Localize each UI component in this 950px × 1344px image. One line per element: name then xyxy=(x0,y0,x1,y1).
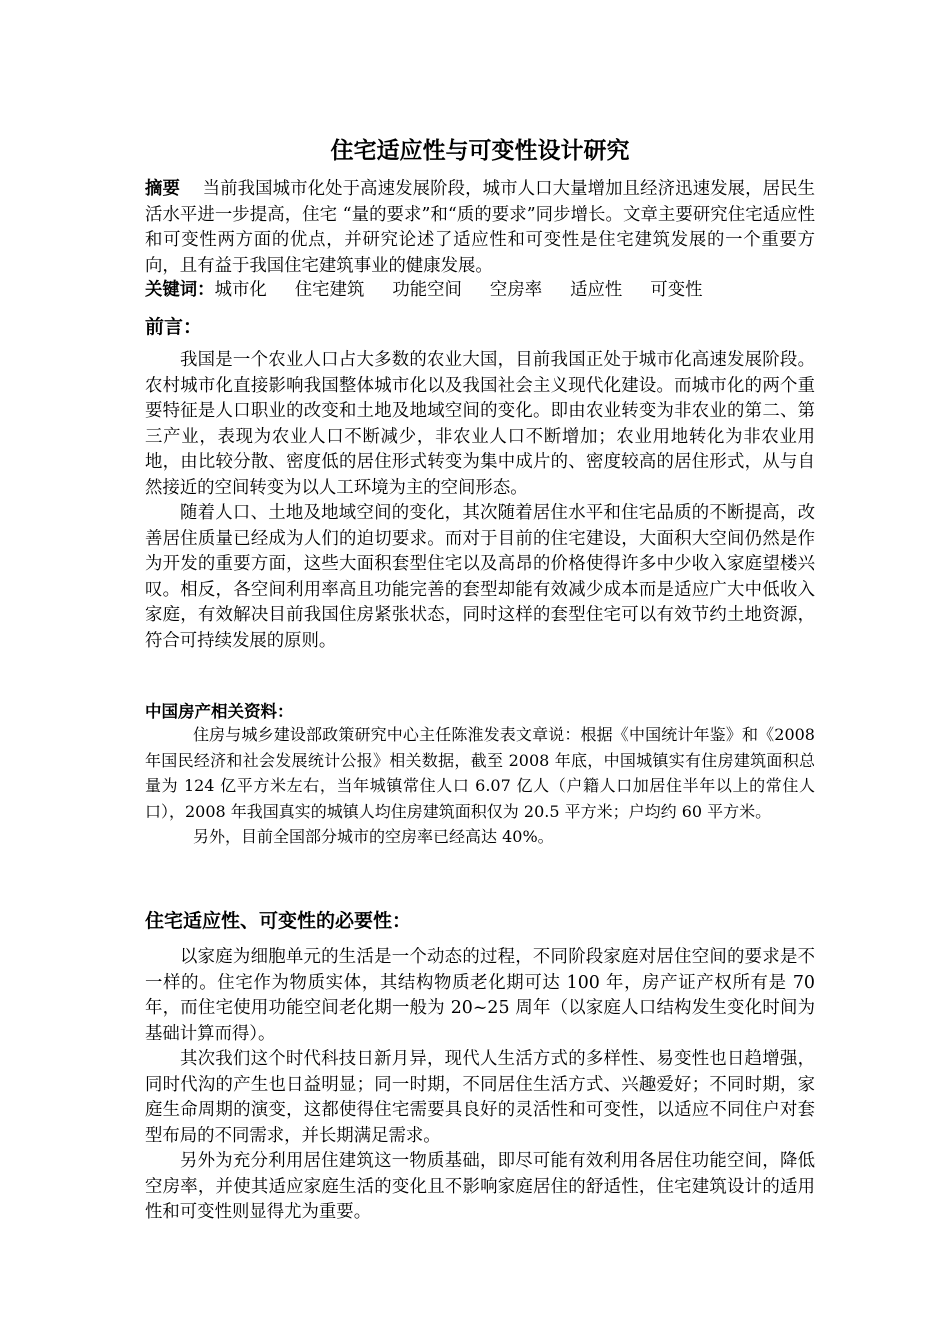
keyword: 适应性 xyxy=(570,280,623,300)
keyword: 可变性 xyxy=(650,280,703,300)
keyword: 空房率 xyxy=(489,280,543,300)
paragraph: 随着人口、土地及地域空间的变化，其次随着居住水平和住宅品质的不断提高，改善居住质量已经成为人们的迫切要求。而对于目前的住宅建设，大面积大空间仍然是作为开发的重要方面，这些大面积套型住宅以及高昂的价格使得许多中少收入家庭望楼兴叹。相反，各空间利用率高且功能完善的套型却能有效减少成本而是适应广大中低收入家庭，有效解决目前我国住房紧张状态，同时这样的套型住宅可以有效节约土地资源，符合可持续发展的原则。 xyxy=(145,503,815,651)
abstract-label: 摘要 xyxy=(145,179,181,199)
paragraph: 住房与城乡建设部政策研究中心主任陈淮发表文章说：根据《中国统计年鉴》和《2008 年国民经济和社会发展统计公报》相关数据，截至 2008 年底，中国城镇实有住房建筑面积总量为 124 亿平方米左右，当年城镇常住人口 6.07 亿人（户籍人口加居住半年以上的常住人口），2008 年我国真实的城镇人均住房建筑面积仅为 20.5 平方米；户均约 60 平方米。 xyxy=(145,725,815,821)
preface-heading: 前言： xyxy=(145,316,203,338)
necessity-body xyxy=(145,945,815,1226)
keyword: 功能空间 xyxy=(392,280,462,300)
paragraph: 我国是一个农业人口占大多数的农业大国，目前我国正处于城市化高速发展阶段。农村城市化直接影响我国整体城市化以及我国社会主义现代化建设。而城市化的两个重要特征是人口职业的改变和土地及地域空间的变化。即由农业转变为非农业的第二、第三产业，表现为农业人口不断减少，非农业人口不断增加；农业用地转化为非农业用地，由比较分散、密度低的居住形式转变为集中成片的、密度较高的居住形式，从与自然接近的空间转变为以人工环境为主的空间形态。 xyxy=(145,350,815,498)
keyword: 住宅建筑 xyxy=(294,280,365,300)
china-data-body xyxy=(145,722,815,850)
paragraph: 另外，目前全国部分城市的空房率已经高达 40%。 xyxy=(193,827,554,846)
preface-body xyxy=(145,348,815,654)
necessity-heading: 住宅适应性、可变性的必要性： xyxy=(145,910,412,932)
abstract-text: 当前我国城市化处于高速发展阶段，城市人口大量增加且经济迅速发展，居民生活水平进一步提高，住宅 “量的要求”和“质的要求”同步增长。文章主要研究住宅适应性和可变性两方面的优点，并研究论述了适应性和可变性是住宅建筑发展的一个重要方向，且有益于我国住宅建筑事业的健康发展。 xyxy=(145,179,815,276)
paragraph: 另外为充分利用居住建筑这一物质基础，即尽可能有效利用各居住功能空间，降低空房率，并使其适应家庭生活的变化且不影响家庭居住的舒适性，住宅建筑设计的适用性和可变性则显得尤为重要。 xyxy=(145,1151,815,1222)
paragraph: 以家庭为细胞单元的生活是一个动态的过程，不同阶段家庭对居住空间的要求是不一样的。住宅作为物质实体，其结构物质老化期可达 100 年，房产证产权所有是 70 年，而住宅使用功能空间老化期一般为 20~25 周年（以家庭人口结构发生变化时间为基础计算而得）。 xyxy=(145,947,815,1044)
keywords xyxy=(145,278,815,304)
paragraph: 其次我们这个时代科技日新月异，现代人生活方式的多样性、易变性也日趋增强，同时代沟的产生也日益明显；同一时期，不同居住生活方式、兴趣爱好；不同时期，家庭生命周期的演变，这都使得住宅需要具良好的灵活性和可变性，以适应不同住户对套型布局的不同需求，并长期满足需求。 xyxy=(145,1049,815,1146)
paper-title: 住宅适应性与可变性设计研究 xyxy=(330,138,630,164)
china-data-heading: 中国房产相关资料： xyxy=(145,702,294,721)
abstract xyxy=(145,177,815,279)
keywords-label: 关键词： xyxy=(145,280,215,300)
keyword: 城市化 xyxy=(214,280,267,300)
